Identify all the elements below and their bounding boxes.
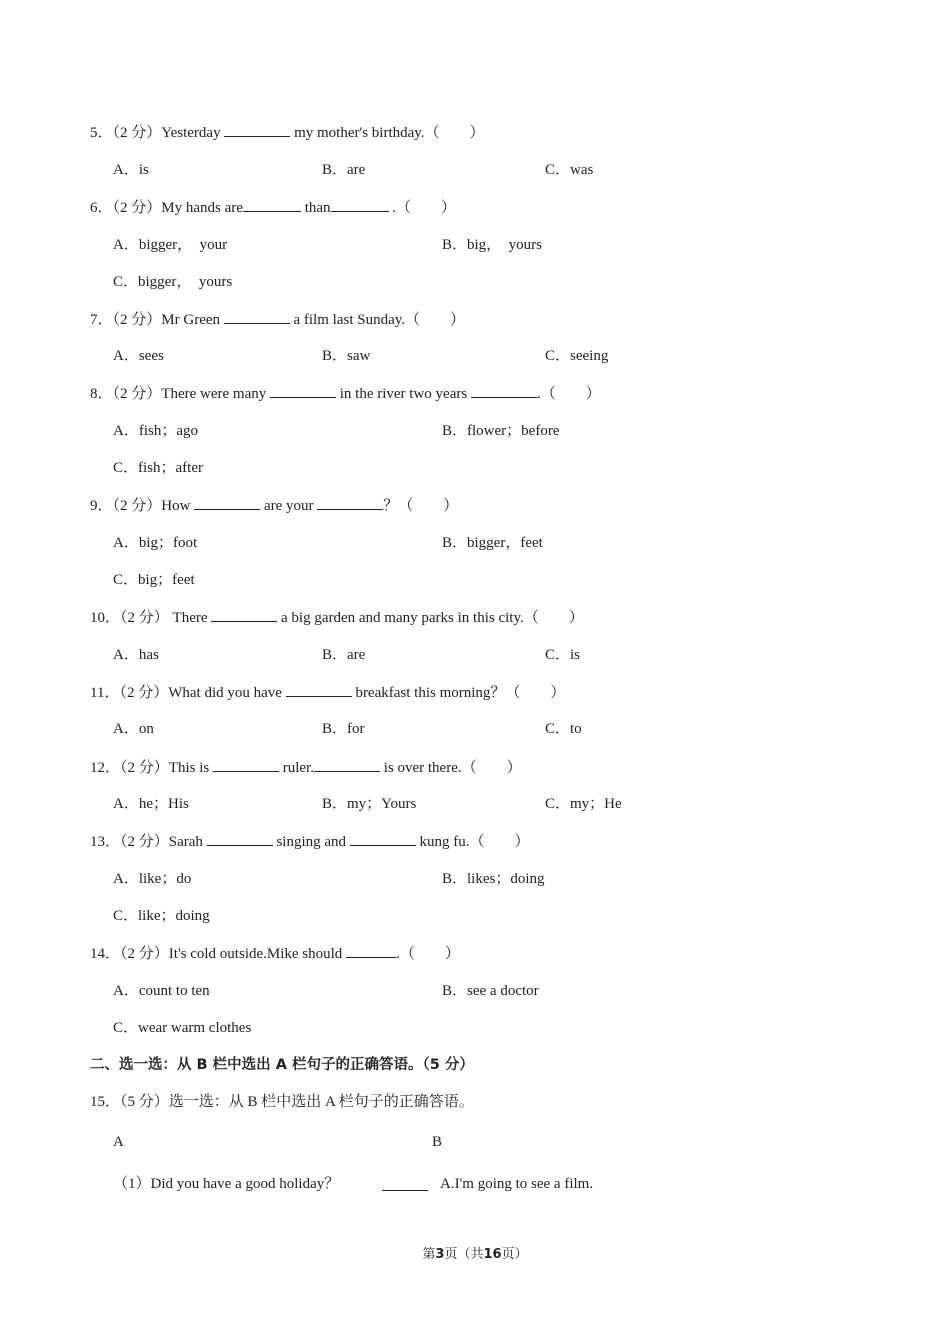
question-number: 6． bbox=[90, 200, 113, 216]
question-text: a film last Sunday.（ ） bbox=[289, 312, 466, 328]
option-b[interactable]: B．likes；doing bbox=[442, 871, 545, 887]
question-text: are your bbox=[260, 498, 318, 514]
answer-blank[interactable] bbox=[314, 757, 380, 772]
answer-blank[interactable] bbox=[213, 757, 279, 772]
option-b[interactable]: B．are bbox=[322, 162, 366, 178]
question-text: in the river two years bbox=[335, 386, 471, 402]
question-score: （5 分） bbox=[120, 1094, 169, 1110]
question-number: 13． bbox=[90, 834, 121, 850]
question-text: than bbox=[300, 200, 331, 216]
option-a[interactable]: A．on bbox=[113, 721, 154, 737]
question-score: （2 分） bbox=[120, 610, 169, 626]
answer-blank[interactable] bbox=[224, 122, 290, 137]
option-c[interactable]: C．bigger， yours bbox=[113, 274, 233, 290]
option-b[interactable]: B．are bbox=[322, 647, 366, 663]
question-score: （2 分） bbox=[112, 386, 162, 402]
option-b[interactable]: B．my；Yours bbox=[322, 796, 417, 812]
option-c[interactable]: C．wear warm clothes bbox=[113, 1020, 252, 1036]
answer-blank[interactable] bbox=[346, 943, 396, 958]
question-text: ？（ ） bbox=[383, 498, 459, 514]
answer-blank[interactable] bbox=[382, 1174, 428, 1191]
page-total: 16 bbox=[483, 1247, 502, 1262]
answer-blank[interactable] bbox=[317, 495, 383, 510]
option-a[interactable]: A．like；do bbox=[113, 871, 192, 887]
answer-blank[interactable] bbox=[207, 831, 273, 846]
question-score: （2 分） bbox=[120, 946, 169, 962]
answer-blank[interactable] bbox=[270, 383, 336, 398]
column-b-label: B bbox=[432, 1134, 443, 1150]
question-score: （2 分） bbox=[112, 498, 162, 514]
option-c[interactable]: C．like；doing bbox=[113, 908, 210, 924]
question-text: kung fu.（ ） bbox=[415, 834, 530, 850]
question-number: 15． bbox=[90, 1094, 121, 1110]
question-text: What did you have bbox=[168, 685, 286, 701]
option-b[interactable]: B．bigger，feet bbox=[442, 535, 543, 551]
question-text: Sarah bbox=[168, 834, 207, 850]
option-c[interactable]: C．to bbox=[545, 721, 582, 737]
question-text: .（ ） bbox=[388, 200, 457, 216]
option-c[interactable]: C．is bbox=[545, 647, 581, 663]
question-text: My hands are bbox=[161, 200, 243, 216]
option-a[interactable]: A．count to ten bbox=[113, 983, 210, 999]
option-c[interactable]: C．my；He bbox=[545, 796, 622, 812]
answer-blank[interactable] bbox=[471, 383, 537, 398]
column-a-label: A bbox=[113, 1134, 124, 1150]
page-number: 3 bbox=[435, 1247, 445, 1262]
answer-blank[interactable] bbox=[243, 197, 301, 212]
question-8 bbox=[90, 383, 601, 403]
match-item-1: （1）Did you have a good holiday？ bbox=[113, 1176, 340, 1192]
option-a[interactable]: A．bigger， your bbox=[113, 237, 228, 253]
question-12 bbox=[90, 757, 522, 777]
question-text: There were many bbox=[161, 386, 270, 402]
option-c[interactable]: C．was bbox=[545, 162, 594, 178]
question-text: singing and bbox=[272, 834, 350, 850]
option-a[interactable]: A．is bbox=[113, 162, 149, 178]
question-text: a big garden and many parks in this city.（ ） bbox=[277, 610, 584, 626]
question-text: Mr Green bbox=[161, 312, 224, 328]
answer-blank[interactable] bbox=[224, 309, 290, 324]
option-a[interactable]: A．big；foot bbox=[113, 535, 198, 551]
question-text: .（ ） bbox=[396, 946, 460, 962]
question-score: （2 分） bbox=[120, 834, 169, 850]
answer-blank[interactable] bbox=[194, 495, 260, 510]
question-text: It's cold outside.Mike should bbox=[168, 946, 347, 962]
option-b[interactable]: B．big， yours bbox=[442, 237, 543, 253]
option-b[interactable]: B．flower；before bbox=[442, 423, 560, 439]
question-number: 7． bbox=[90, 312, 113, 328]
answer-blank[interactable] bbox=[211, 607, 277, 622]
question-text: How bbox=[161, 498, 195, 514]
question-text: .（ ） bbox=[536, 386, 601, 402]
question-number: 5． bbox=[90, 125, 113, 141]
match-answer-a: A.I'm going to see a film. bbox=[440, 1176, 594, 1192]
option-a[interactable]: A．fish；ago bbox=[113, 423, 199, 439]
option-c[interactable]: C．big；feet bbox=[113, 572, 195, 588]
section-heading: 二、选一选：从 B 栏中选出 A 栏句子的正确答语。（5 分） bbox=[90, 1057, 474, 1073]
option-a[interactable]: A．sees bbox=[113, 348, 164, 364]
question-number: 10． bbox=[90, 610, 121, 626]
option-c[interactable]: C．seeing bbox=[545, 348, 609, 364]
question-text: There bbox=[168, 610, 212, 626]
question-score: （2 分） bbox=[112, 312, 162, 328]
question-text: my mother's birthday.（ ） bbox=[290, 125, 485, 141]
question-14 bbox=[90, 943, 460, 963]
question-7 bbox=[90, 309, 465, 329]
answer-blank[interactable] bbox=[350, 831, 416, 846]
answer-blank[interactable] bbox=[286, 682, 352, 697]
question-text: This is bbox=[168, 760, 213, 776]
question-score: （2 分） bbox=[120, 760, 169, 776]
question-number: 14． bbox=[90, 946, 121, 962]
question-text: 选一选：从 B 栏中选出 A 栏句子的正确答语。 bbox=[168, 1094, 474, 1110]
question-text: ruler. bbox=[278, 760, 314, 776]
question-text: is over there.（ ） bbox=[379, 760, 522, 776]
option-b[interactable]: B．for bbox=[322, 721, 365, 737]
option-c[interactable]: C．fish；after bbox=[113, 460, 203, 476]
question-text: Yesterday bbox=[161, 125, 225, 141]
question-5 bbox=[90, 122, 485, 142]
question-6 bbox=[90, 197, 456, 217]
question-number: 8． bbox=[90, 386, 113, 402]
question-score: （2 分） bbox=[119, 685, 169, 701]
question-15 bbox=[90, 1092, 474, 1112]
option-b[interactable]: B．saw bbox=[322, 348, 371, 364]
question-number: 12． bbox=[90, 760, 121, 776]
question-11 bbox=[90, 682, 565, 702]
option-a[interactable]: A．he；His bbox=[113, 796, 189, 812]
option-a[interactable]: A．has bbox=[113, 647, 159, 663]
page-footer: 第3页（共16页） bbox=[422, 1247, 528, 1262]
question-13 bbox=[90, 831, 530, 851]
question-score: （2 分） bbox=[112, 125, 162, 141]
question-10 bbox=[90, 607, 584, 627]
question-9 bbox=[90, 495, 458, 515]
question-score: （2 分） bbox=[112, 200, 162, 216]
option-b[interactable]: B．see a doctor bbox=[442, 983, 539, 999]
answer-blank[interactable] bbox=[331, 197, 389, 212]
question-number: 9． bbox=[90, 498, 113, 514]
question-number: 11． bbox=[90, 685, 120, 701]
question-text: breakfast this morning？（ ） bbox=[351, 685, 566, 701]
